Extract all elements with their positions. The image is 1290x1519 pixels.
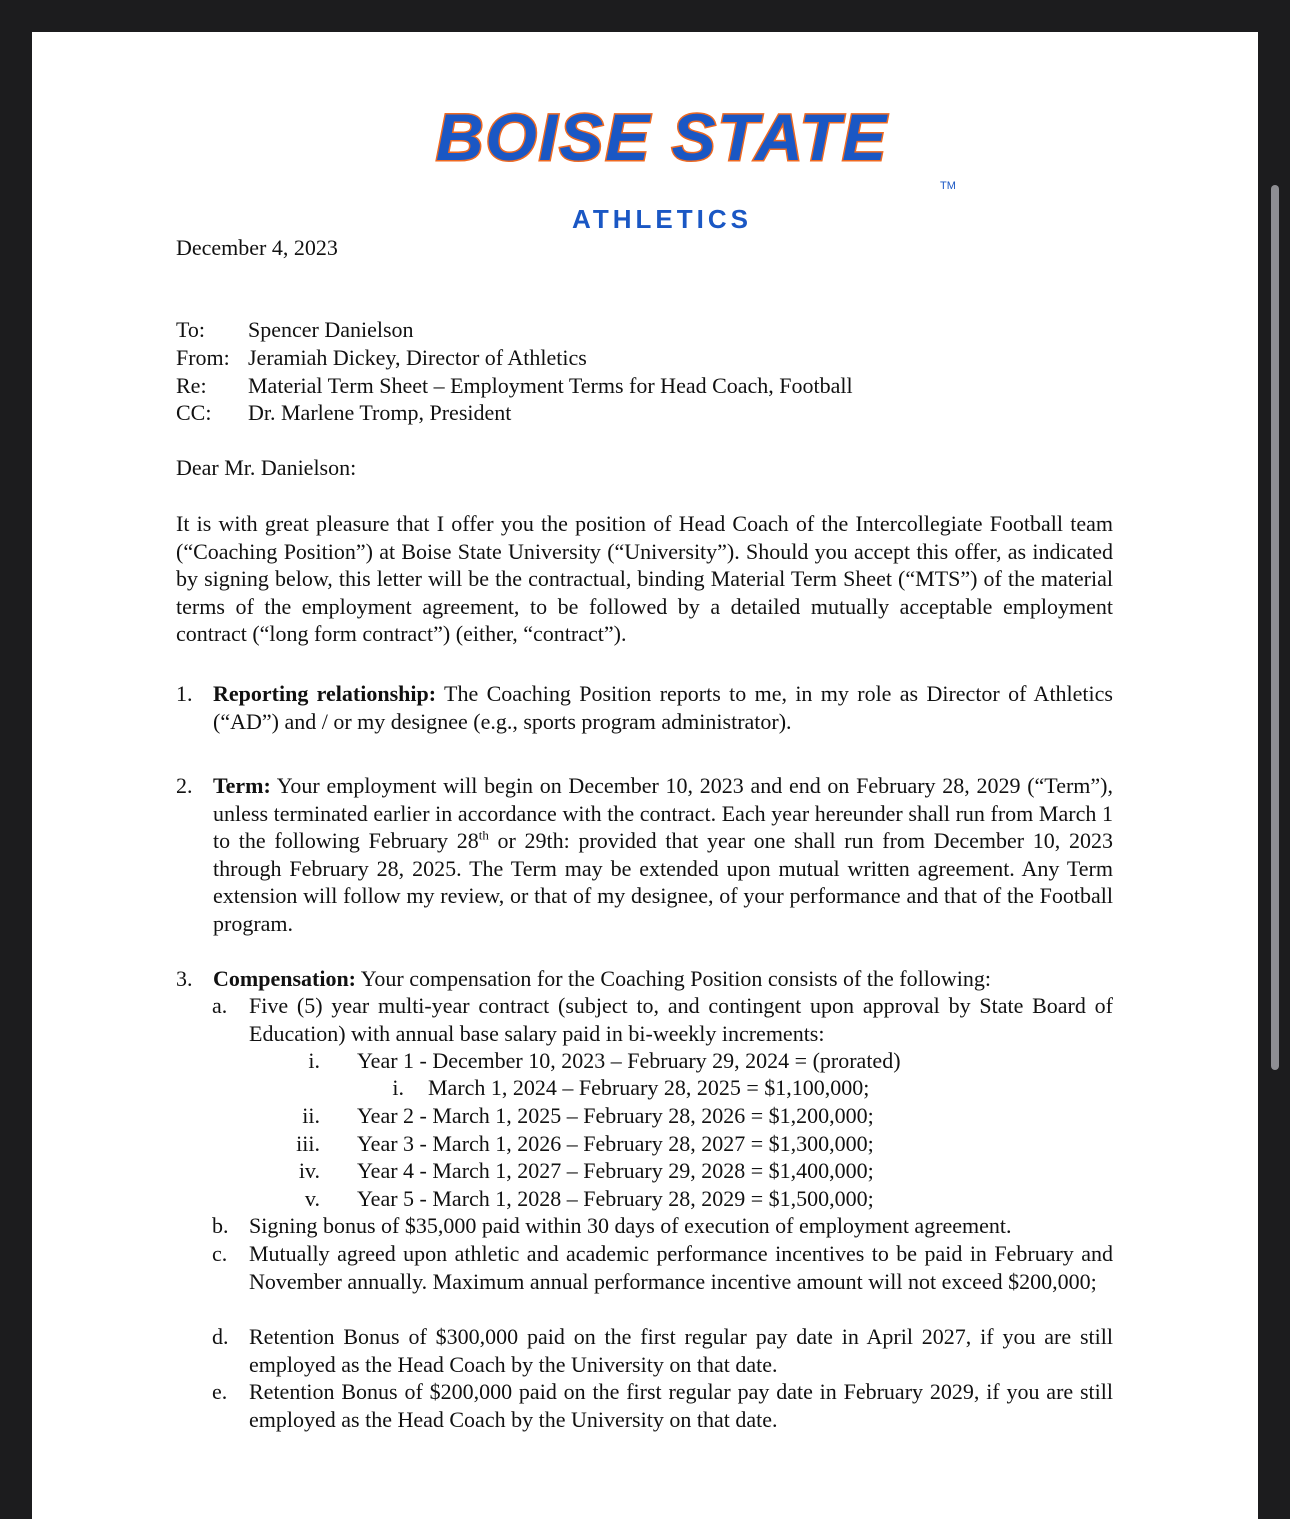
letter-date: December 4, 2023 [176, 235, 338, 260]
memo-value: Jeramiah Dickey, Director of Athletics [248, 344, 587, 370]
roman-numeral: iv. [298, 1158, 320, 1183]
sub-letter: d. [212, 1324, 229, 1349]
memo-row-to [176, 316, 853, 344]
sub-letter: e. [212, 1379, 228, 1404]
memo-row-cc [176, 399, 853, 427]
compensation-b [212, 1212, 1113, 1240]
vertical-scrollbar[interactable] [1271, 185, 1279, 1070]
item-compensation [176, 965, 1113, 993]
salary-year-1-sub [392, 1074, 869, 1102]
memo-header [176, 316, 853, 427]
roman-numeral: i. [392, 1075, 404, 1100]
logo-subtitle: ATHLETICS [572, 204, 752, 234]
sub-letter: b. [212, 1213, 229, 1238]
salary-line: Year 4 - March 1, 2027 – February 29, 2028 = $1,400,000; [357, 1158, 874, 1183]
item-text-continued: or 29th: provided that year one shall run from December 10, 2023 through February 28, 2025. The Term may be extended upon mutual written agreement. Any Term extension will follow my review, or that of my designee, of your performance and that of the Football program. [213, 828, 1113, 936]
sub-letter: a. [212, 993, 228, 1018]
item-text: Your compensation for the Coaching Position consists of the following: [360, 966, 991, 991]
item-heading: Reporting relationship: [213, 681, 437, 706]
item-number: 1. [176, 681, 193, 706]
salary-year-2 [280, 1102, 874, 1130]
memo-value: Dr. Marlene Tromp, President [248, 400, 512, 426]
item-reporting-relationship [176, 680, 1113, 735]
item-heading: Compensation: [213, 966, 357, 991]
compensation-e [212, 1378, 1113, 1433]
roman-numeral: v. [304, 1186, 320, 1211]
salary-year-1 [280, 1047, 901, 1075]
compensation-c [212, 1240, 1113, 1295]
memo-label: To: [176, 317, 206, 342]
item-number: 2. [176, 773, 193, 798]
memo-row-re [176, 372, 853, 400]
roman-numeral: iii. [296, 1131, 320, 1156]
compensation-a [212, 992, 1113, 1047]
salary-line: Year 1 - December 10, 2023 – February 29, 2024 = (prorated) [357, 1048, 901, 1073]
sub-letter: c. [212, 1241, 228, 1266]
sub-text: Signing bonus of $35,000 paid within 30 days of execution of employment agreement. [249, 1213, 1012, 1238]
salary-line: March 1, 2024 – February 28, 2025 = $1,100,000; [428, 1075, 870, 1100]
memo-label: From: [176, 344, 230, 370]
superscript: th [478, 827, 489, 843]
sub-text: Retention Bonus of $300,000 paid on the first regular pay date in April 2027, if you are still employed as the Head Coach by the University on that date. [249, 1324, 1113, 1377]
salary-year-4 [280, 1157, 874, 1185]
memo-label: Re: [176, 372, 207, 398]
memo-value: Spencer Danielson [248, 317, 414, 342]
intro-paragraph: It is with great pleasure that I offer you the position of Head Coach of the Intercollegiate Football team (“Coaching Position”) at Boise State University (“University”). Should you accept this offer, as indicated by signing below, this letter will be the contractual, binding Material Term Sheet (“MTS”) of the material terms of the employment agreement, to be followed by a detailed mutually acceptable employment contract (“long form contract”) (either, “contract”). [176, 511, 1113, 647]
memo-row-from [176, 344, 853, 372]
salary-line: Year 3 - March 1, 2026 – February 28, 2027 = $1,300,000; [357, 1131, 874, 1156]
item-heading: Term: [213, 773, 271, 798]
item-text: Your employment will begin on December 10, 2023 and end on February 28, 2029 (“Term”), unless terminated earlier in accordance with the contract. Each year hereunder shall run from March 1 to the following February 28 [213, 773, 1113, 854]
roman-numeral: i. [308, 1048, 320, 1073]
sub-text: Five (5) year multi-year contract (subject to, and contingent upon approval by State Board of Education) with annual base salary paid in bi-weekly increments: [249, 993, 1113, 1046]
item-text: The Coaching Position reports to me, in my role as Director of Athletics (“AD”) and / or my designee (e.g., sports program administrator). [213, 681, 1113, 734]
item-body [213, 965, 1113, 993]
item-number: 3. [176, 966, 193, 991]
item-term [176, 772, 1113, 938]
memo-label: CC: [176, 400, 212, 426]
salary-year-5 [280, 1185, 874, 1213]
salutation: Dear Mr. Danielson: [176, 455, 357, 480]
salary-line: Year 2 - March 1, 2025 – February 28, 2026 = $1,200,000; [357, 1103, 874, 1128]
logo-wordmark: BOISE STATE [435, 100, 889, 174]
memo-value: Material Term Sheet – Employment Terms for Head Coach, Football [248, 372, 853, 398]
compensation-d [212, 1323, 1113, 1378]
sub-text: Retention Bonus of $200,000 paid on the first regular pay date in February 2029, if you are still employed as the Head Coach by the University on that date. [249, 1379, 1113, 1432]
salary-year-3 [280, 1130, 874, 1158]
boise-state-athletics-logo [362, 102, 962, 232]
roman-numeral: ii. [302, 1103, 320, 1128]
item-body [213, 772, 1113, 938]
logo-trademark: TM [940, 180, 956, 192]
item-body [213, 680, 1113, 735]
salary-line: Year 5 - March 1, 2028 – February 28, 2029 = $1,500,000; [357, 1186, 874, 1211]
sub-text: Mutually agreed upon athletic and academic performance incentives to be paid in February and November annually. Maximum annual performance incentive amount will not exceed $200,000; [249, 1241, 1113, 1294]
